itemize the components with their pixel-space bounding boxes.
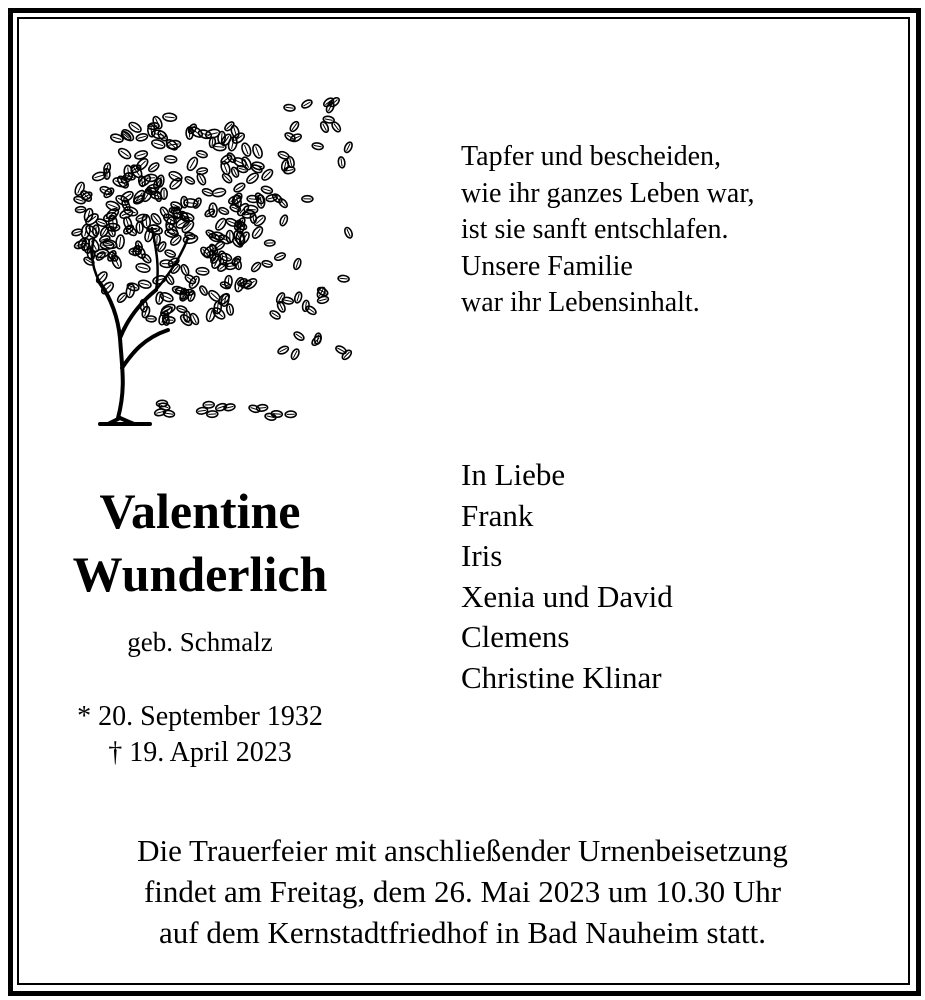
verse-line: ist sie sanft entschlafen. [461, 214, 729, 245]
death-date: † 19. April 2023 [108, 737, 292, 768]
mourner-line: Frank [461, 497, 534, 533]
deceased-last-name: Wunderlich [72, 546, 328, 602]
mourner-line: Xenia und David [461, 578, 673, 614]
service-line: auf dem Kernstadtfriedhof in Bad Nauheim statt. [159, 915, 766, 950]
mourners-list [461, 455, 673, 698]
verse [461, 139, 755, 322]
tree-with-falling-leaves-icon [60, 68, 360, 428]
service-line: findet am Freitag, dem 26. Mai 2023 um 10.30 Uhr [143, 874, 782, 909]
mourner-line: In Liebe [461, 457, 566, 492]
service-line: Die Trauerfeier mit anschließender Urnenbeisetzung [137, 833, 788, 868]
verse-line: war ihr Lebensinhalt. [461, 287, 700, 318]
funeral-service-notice [20, 830, 905, 953]
birth-name: geb. Schmalz [127, 627, 273, 657]
life-dates [20, 699, 380, 771]
deceased-first-name: Valentine [99, 483, 301, 539]
mourner-line: Clemens [461, 619, 570, 654]
mourner-line: Christine Klinar [461, 659, 662, 695]
mourner-line: Iris [461, 538, 503, 573]
verse-line: wie ihr ganzes Leben war, [461, 177, 755, 209]
verse-line: Tapfer und bescheiden, [461, 141, 722, 172]
verse-line: Unsere Familie [461, 250, 633, 282]
birth-date: * 20. September 1932 [77, 701, 323, 732]
